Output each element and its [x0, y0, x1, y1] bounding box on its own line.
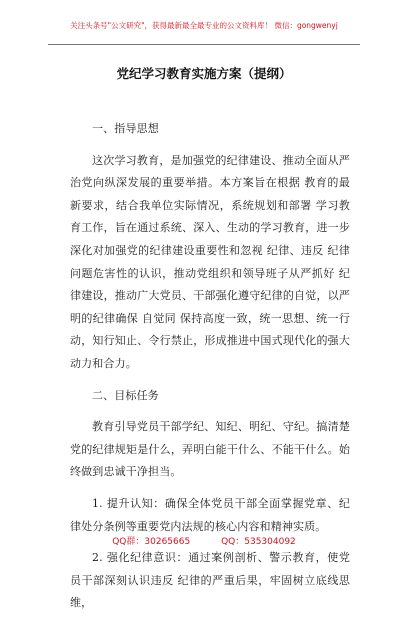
document-title: 党纪学习教育实施方案（提纲） [116, 66, 292, 81]
footer-qq-group: QQ群：30265665 [112, 537, 191, 547]
footer-qq: QQ：535304092 [221, 537, 296, 547]
header-banner: 关注头条号"公文研究"，获得最新最全最专业的公文资料库！ 微信：gongwenyj [70, 21, 338, 30]
section-heading-guiding-ideology: 一、指导思想 [92, 122, 159, 135]
document-body [70, 118, 350, 624]
paragraph-strengthen-discipline: 2. 强化纪律意识：通过案例剖析、警示教育，使党员干部深刻认识违反 纪律的严重后果，牢固树立底线思维， [70, 551, 350, 610]
footer-contacts [0, 534, 408, 547]
paragraph-improve-cognition: 1. 提升认知：确保全体党员干部全面掌握党章、纪律处分条例等重要党内法规的核心内容和精神实质。 [70, 496, 350, 533]
section-heading-goals: 二、目标任务 [92, 388, 159, 402]
header-divider [48, 44, 360, 45]
paragraph-guiding-ideology: 这次学习教育，是加强党的纪律建设、推动全面从严治党向纵深发展的重要举措。本方案旨在根据 教育的最新要求，结合我单位实际情况，系统规划和部署 学习教育工作，旨在通过系统、深入、生动的学习教育，进一步深化对加强党的纪律建设重要性和忽视 纪律、违反 纪律 问题危害性的认识，推动党组织和领导班子从严抓好 纪律建设，推动广大党员、干部强化遵守纪律的自觉，以严明的纪律确保 自觉同 保持高度一致，统一思想、统一行动，知行知止、令行禁止，形成推进中国式现代化的强大动力和合力。 [70, 153, 350, 370]
paragraph-goals: 教育引导党员干部学纪、知纪、明纪、守纪。搞清楚党的纪律规矩是什么，弄明白能干什么、不能干什么。始终做到忠诚干净担当。 [70, 420, 350, 479]
